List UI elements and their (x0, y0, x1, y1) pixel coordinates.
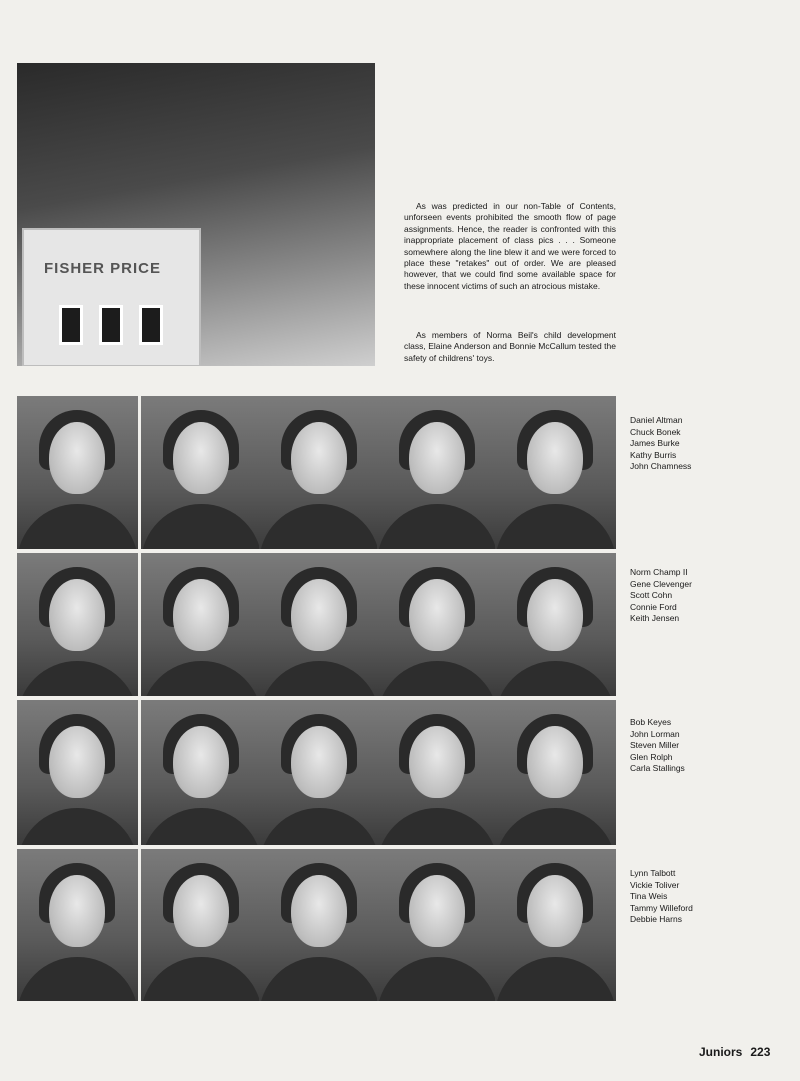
portrait-face (173, 422, 229, 494)
page-footer (699, 1045, 770, 1059)
portrait-shoulders (141, 661, 262, 696)
portrait-face (409, 726, 465, 798)
student-name: Daniel Altman (630, 415, 683, 425)
name-list-row-4 (630, 868, 750, 926)
name-list-row-1 (630, 415, 750, 473)
portrait-face (291, 875, 347, 947)
portrait-shoulders (377, 808, 498, 845)
student-name: Chuck Bonek (630, 426, 681, 437)
portrait-shoulders (259, 957, 380, 1001)
intro-caption (404, 201, 616, 292)
portrait-shoulders (377, 504, 498, 549)
student-name: Kathy Burris (630, 449, 677, 460)
portrait-face (527, 875, 583, 947)
page-number: 223 (750, 1045, 771, 1059)
student-name: Bob Keyes (630, 717, 672, 727)
student-name: Debbie Harns (630, 914, 682, 924)
toy-window (59, 305, 83, 345)
portrait-face (291, 579, 347, 651)
portrait-shoulders (141, 808, 262, 845)
portrait-face (527, 726, 583, 798)
student-portrait (141, 396, 262, 549)
student-name: Scott Cohn (630, 590, 673, 600)
portrait-face (49, 726, 105, 798)
student-portrait (259, 396, 380, 549)
student-name: Keith Jensen (630, 613, 680, 623)
student-portrait (377, 700, 498, 845)
name-list-row-2 (630, 567, 750, 625)
portrait-shoulders (17, 808, 138, 845)
portrait-shoulders (495, 808, 616, 845)
portrait-face (49, 422, 105, 494)
student-name: Carla Stallings (630, 763, 685, 773)
portrait-face (409, 422, 465, 494)
toy-sign-text: FISHER PRICE (44, 260, 162, 277)
student-name: John Lorman (630, 728, 680, 739)
student-portrait (495, 553, 616, 696)
portrait-face (49, 875, 105, 947)
student-name: Tina Weis (630, 891, 668, 901)
portrait-shoulders (495, 661, 616, 696)
portrait-shoulders (141, 504, 262, 549)
portrait-face (527, 579, 583, 651)
student-name: Vickie Toliver (630, 879, 680, 890)
student-portrait (141, 700, 262, 845)
portrait-face (409, 875, 465, 947)
portrait-shoulders (17, 504, 138, 549)
toy-window (99, 305, 123, 345)
portrait-shoulders (17, 957, 138, 1001)
portrait-shoulders (377, 661, 498, 696)
portrait-face (173, 875, 229, 947)
toy-house-illustration (22, 228, 201, 366)
portrait-shoulders (259, 504, 380, 549)
portrait-face (173, 579, 229, 651)
student-name: Gene Clevenger (630, 578, 692, 589)
toy-window (139, 305, 163, 345)
portrait-shoulders (377, 957, 498, 1001)
student-name: Norm Champ II (630, 567, 688, 577)
student-portrait (17, 700, 138, 845)
student-portrait (259, 553, 380, 696)
student-name: Glen Rolph (630, 751, 673, 762)
student-name: Tammy Willeford (630, 902, 693, 913)
student-portrait (141, 553, 262, 696)
portrait-face (409, 579, 465, 651)
portrait-shoulders (17, 661, 138, 696)
portrait-shoulders (259, 808, 380, 845)
student-portrait (17, 553, 138, 696)
name-list-row-3 (630, 717, 750, 775)
photo-caption (404, 330, 616, 364)
portrait-shoulders (495, 504, 616, 549)
portrait-face (291, 422, 347, 494)
student-portrait (17, 849, 138, 1001)
feature-photo (17, 63, 375, 366)
student-portrait (495, 396, 616, 549)
student-name: James Burke (630, 438, 680, 448)
section-name: Juniors (699, 1045, 743, 1059)
student-name: Steven Miller (630, 740, 680, 750)
student-name: Connie Ford (630, 601, 677, 612)
student-portrait (377, 553, 498, 696)
student-portrait (495, 700, 616, 845)
student-portrait (141, 849, 262, 1001)
portrait-face (527, 422, 583, 494)
student-portrait (259, 849, 380, 1001)
student-portrait (17, 396, 138, 549)
student-portrait (377, 396, 498, 549)
photo-caption-text: As members of Norma Beil's child development class, Elaine Anderson and Bonnie McCallum tested the safety of childrens' toys. (404, 330, 616, 363)
portrait-face (291, 726, 347, 798)
portrait-shoulders (259, 661, 380, 696)
student-portrait (259, 700, 380, 845)
student-portrait (377, 849, 498, 1001)
portrait-shoulders (141, 957, 262, 1001)
intro-caption-text: As was predicted in our non-Table of Contents, unforseen events prohibited the smooth flow of page assignments. Hence, the reader is confronted with this inappropriate placement of class pics . . . Someone somewhere along the line blew it and we were forced to place these "retakes" out of order. We are pleased however, that we could find some available space for these innocent victims of such an atrocious mistake. (404, 201, 616, 291)
student-name: John Chamness (630, 461, 692, 471)
portrait-face (173, 726, 229, 798)
student-portrait (495, 849, 616, 1001)
portrait-face (49, 579, 105, 651)
student-name: Lynn Talbott (630, 868, 676, 878)
portrait-shoulders (495, 957, 616, 1001)
